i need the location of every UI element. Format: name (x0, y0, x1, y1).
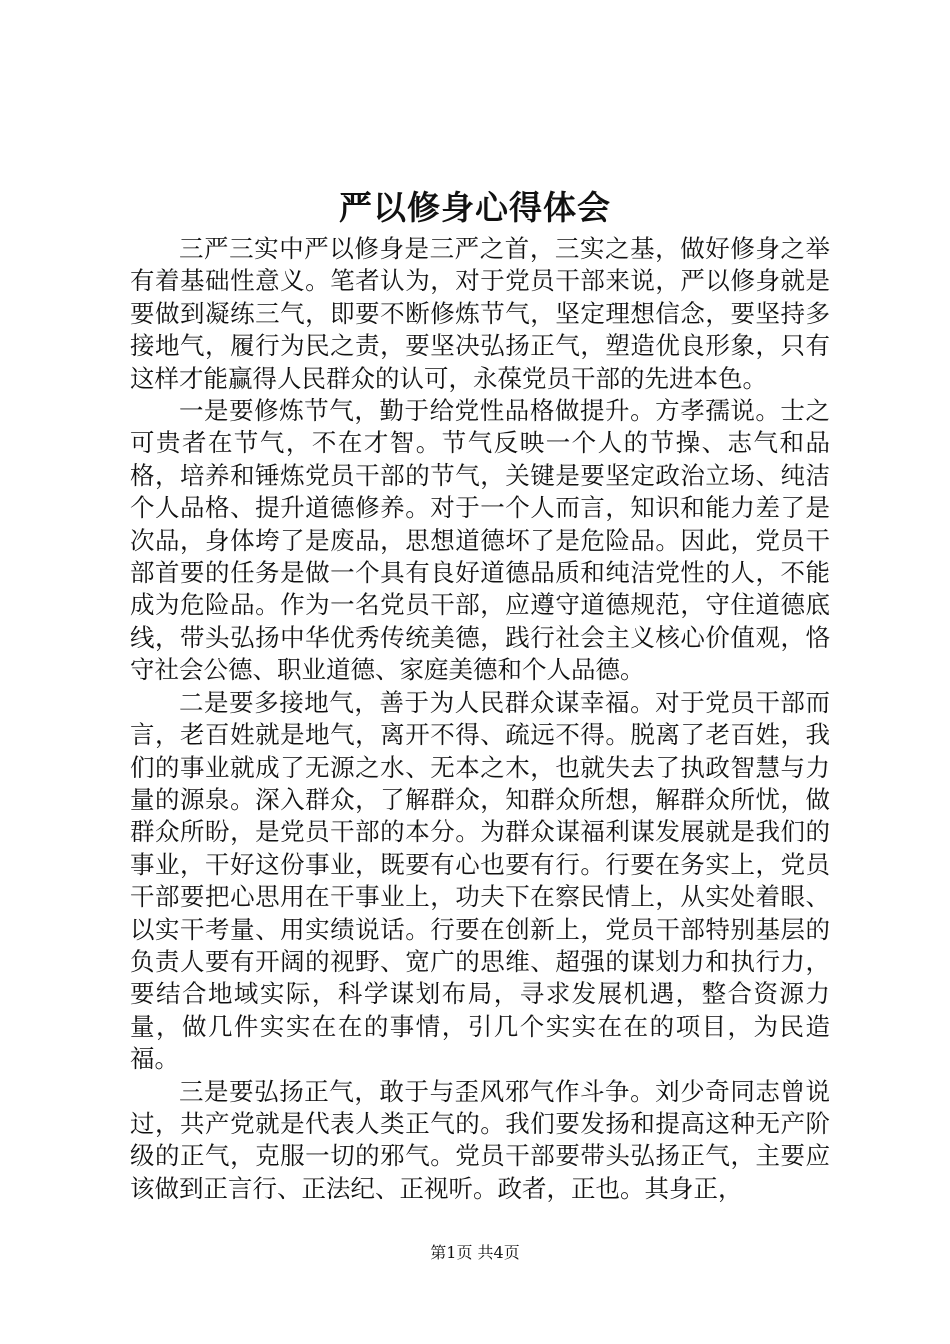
document-title: 严以修身心得体会 (339, 188, 611, 227)
page-footer (0, 1241, 950, 1265)
paragraph-one: 一是要修炼节气，勤于给党性品格做提升。方孝孺说。士之可贵者在节气，不在才智。节气反映一个人的节操、志气和品格，培养和锤炼党员干部的节气，关键是要坚定政治立场、纯洁个人品格、提升道德修养。对于一个人而言，知识和能力差了是次品，身体垮了是废品，思想道德坏了是危险品。因此，党员干部首要的任务是做一个具有良好道德品质和纯洁党性的人，不能成为危险品。作为一名党员干部，应遵守道德规范，守住道德底线，带头弘扬中华优秀传统美德，践行社会主义核心价值观，恪守社会公德、职业道德、家庭美德和个人品德。 (130, 396, 830, 685)
paragraph-intro: 三严三实中严以修身是三严之首，三实之基，做好修身之举有着基础性意义。笔者认为，对于党员干部来说，严以修身就是要做到凝练三气，即要不断修炼节气，坚定理想信念，要坚持多接地气，履行为民之责，要坚决弘扬正气，塑造优良形象，只有这样才能赢得人民群众的认可，永葆党员干部的先进本色。 (130, 234, 830, 393)
paragraph-three: 三是要弘扬正气，敢于与歪风邪气作斗争。刘少奇同志曾说过，共产党就是代表人类正气的。我们要发扬和提高这种无产阶级的正气，克服一切的邪气。党员干部要带头弘扬正气，主要应该做到正言行、正法纪、正视听。政者，正也。其身正， (130, 1076, 830, 1203)
paragraph-two: 二是要多接地气，善于为人民群众谋幸福。对于党员干部而言，老百姓就是地气，离开不得、疏远不得。脱离了老百姓，我们的事业就成了无源之水、无本之木，也就失去了执政智慧与力量的源泉。深入群众，了解群众，知群众所想，解群众所忧，做群众所盼，是党员干部的本分。为群众谋福利谋发展就是我们的事业，干好这份事业，既要有心也要有行。行要在务实上，党员干部要把心思用在干事业上，功夫下在察民情上，从实处着眼、以实干考量、用实绩说话。行要在创新上，党员干部特别基层的负责人要有开阔的视野、宽广的思维、超强的谋划力和执行力，要结合地域实际，科学谋划布局，寻求发展机遇，整合资源力量，做几件实实在在的事情，引几个实实在在的项目，为民造福。 (130, 687, 830, 1074)
document-body (130, 233, 830, 1205)
page-indicator: 第1页 共4页 (430, 1243, 520, 1262)
